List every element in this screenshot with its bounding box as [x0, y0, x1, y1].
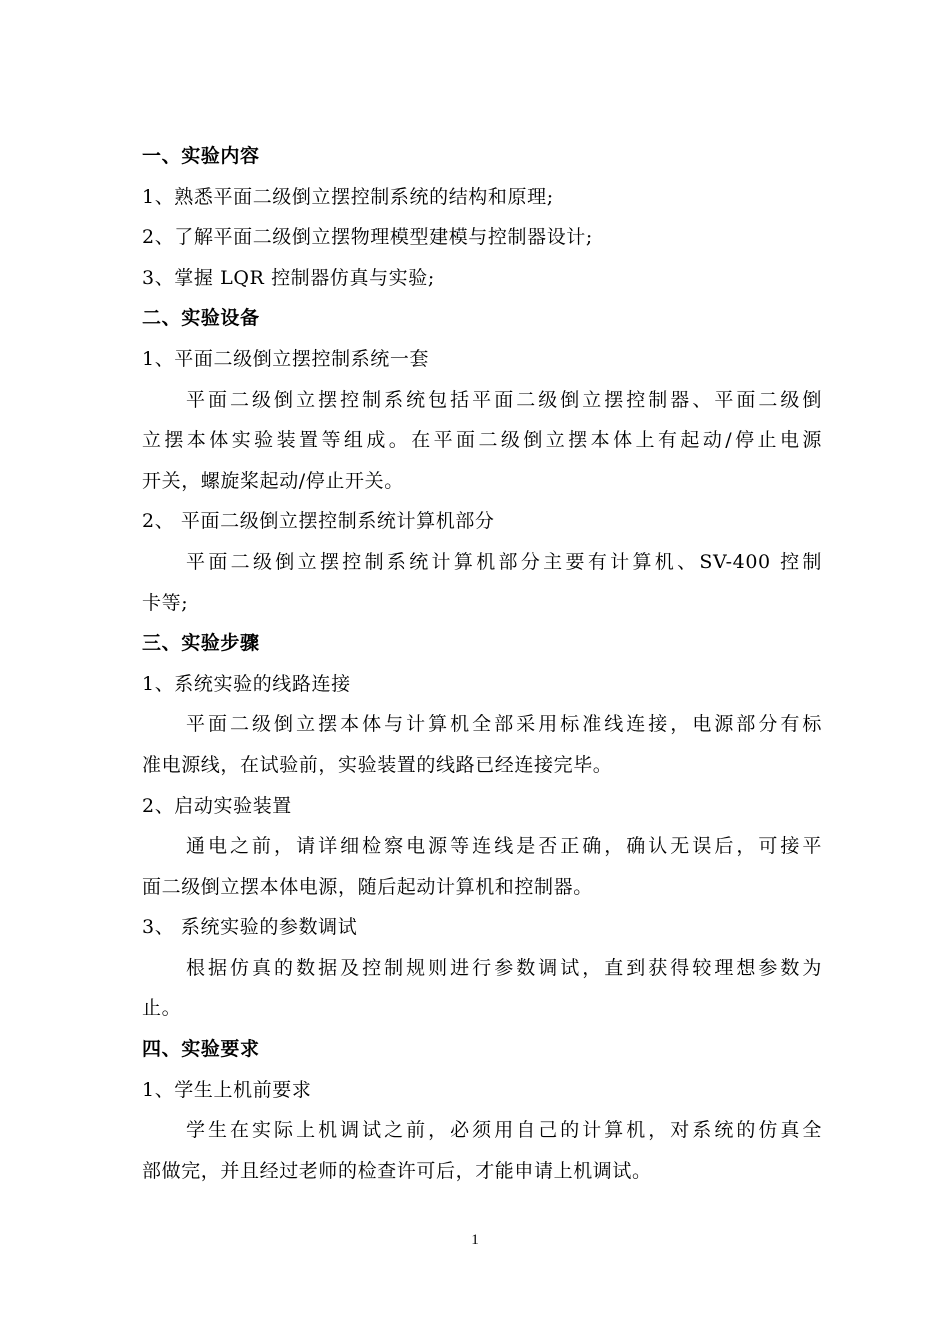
item-title: 1、平面二级倒立摆控制系统一套	[142, 347, 430, 370]
section-heading: 三、实验步骤	[142, 632, 260, 655]
paragraph-line: 平面二级倒立摆控制系统计算机部分主要有计算机、SV-400 控制	[186, 550, 822, 573]
list-item: 1、熟悉平面二级倒立摆控制系统的结构和原理;	[142, 185, 554, 208]
document-body	[142, 136, 822, 1191]
paragraph-line: 开关，螺旋桨起动/停止开关。	[142, 469, 404, 492]
paragraph-line: 根据仿真的数据及控制规则进行参数调试，直到获得较理想参数为	[186, 956, 822, 979]
paragraph-line: 平面二级倒立摆控制系统包括平面二级倒立摆控制器、平面二级倒	[186, 388, 822, 411]
paragraph-line: 准电源线，在试验前，实验装置的线路已经连接完毕。	[142, 753, 613, 776]
paragraph-line: 卡等;	[142, 591, 189, 614]
list-item: 3、掌握 LQR 控制器仿真与实验;	[142, 266, 435, 289]
section-heading: 二、实验设备	[142, 307, 260, 330]
section-heading: 一、实验内容	[142, 145, 260, 167]
paragraph-line: 部做完，并且经过老师的检查许可后，才能申请上机调试。	[142, 1159, 652, 1182]
section-heading: 四、实验要求	[142, 1038, 260, 1061]
page-number: 1	[471, 1232, 479, 1248]
paragraph-line: 止。	[142, 997, 182, 1020]
item-title: 2、启动实验装置	[142, 794, 292, 817]
paragraph-line: 立摆本体实验装置等组成。在平面二级倒立摆本体上有起动/停止电源	[142, 429, 822, 452]
item-title: 1、系统实验的线路连接	[142, 672, 351, 695]
paragraph-line: 面二级倒立摆本体电源，随后起动计算机和控制器。	[142, 875, 593, 898]
list-item: 2、了解平面二级倒立摆物理模型建模与控制器设计;	[142, 226, 593, 249]
item-title: 2、 平面二级倒立摆控制系统计算机部分	[142, 510, 495, 533]
paragraph-line: 平面二级倒立摆本体与计算机全部采用标准线连接，电源部分有标	[186, 713, 822, 736]
paragraph-line: 学生在实际上机调试之前，必须用自己的计算机，对系统的仿真全	[186, 1119, 822, 1142]
item-title: 3、 系统实验的参数调试	[142, 916, 358, 939]
paragraph-line: 通电之前，请详细检察电源等连线是否正确，确认无误后，可接平	[186, 835, 822, 858]
item-title: 1、学生上机前要求	[142, 1078, 312, 1101]
